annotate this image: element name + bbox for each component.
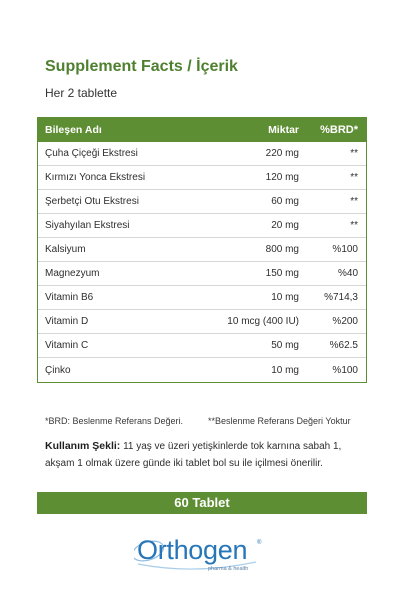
ingredient-brd: ** [350, 148, 358, 159]
ingredient-brd: %40 [337, 268, 358, 279]
ingredient-name: Vitamin B6 [45, 292, 94, 303]
ingredient-amount: 150 mg [265, 268, 299, 279]
ingredient-name: Kırmızı Yonca Ekstresi [45, 172, 146, 183]
ingredient-amount: 800 mg [265, 244, 299, 255]
ingredient-brd: ** [350, 220, 358, 231]
table-row [38, 358, 366, 382]
page-title: Supplement Facts / İçerik [45, 58, 238, 75]
table-row [38, 334, 366, 358]
ingredient-name: Siyahyılan Ekstresi [45, 220, 130, 231]
ingredient-amount: 10 mcg (400 IU) [227, 316, 299, 327]
usage-line-1 [45, 438, 341, 455]
serving-size: Her 2 tablette [45, 86, 118, 100]
header-brd: %BRD* [320, 124, 358, 136]
logo-tagline: pharma & health [208, 566, 249, 572]
ingredient-brd: %200 [332, 316, 358, 327]
table-row [38, 286, 366, 310]
usage-instructions [45, 438, 341, 472]
tablet-count-bar [37, 492, 367, 514]
ingredient-brd: %100 [332, 364, 358, 376]
ingredient-name: Çuha Çiçeği Ekstresi [45, 148, 138, 159]
usage-line-2 [45, 455, 341, 472]
table-row [38, 310, 366, 334]
orthogen-logo [134, 531, 268, 577]
table-header [38, 118, 366, 142]
ingredient-brd: %100 [332, 244, 358, 255]
ingredient-name: Vitamin D [45, 316, 89, 327]
registered-mark: ® [257, 540, 262, 546]
table-row [38, 166, 366, 190]
usage-label: Kullanım Şekli: [45, 440, 121, 452]
ingredient-amount: 20 mg [271, 220, 299, 231]
tablet-count-label: 60 Tablet [174, 495, 230, 510]
ingredient-amount: 10 mg [271, 364, 299, 376]
ingredient-name: Magnezyum [45, 268, 100, 279]
header-ingredient: Bileşen Adı [45, 124, 102, 136]
ingredient-amount: 50 mg [271, 340, 299, 351]
table-row [38, 142, 366, 166]
ingredient-brd: ** [350, 196, 358, 207]
usage-text-1: 11 yaş ve üzeri yetişkinlerde tok karnına sabah 1, [123, 441, 342, 452]
ingredient-name: Vitamin C [45, 340, 89, 351]
ingredient-amount: 60 mg [271, 196, 299, 207]
footnote-brd: *BRD: Beslenme Referans Değeri. [45, 416, 184, 426]
ingredient-brd: %714,3 [324, 292, 358, 303]
ingredient-brd: ** [350, 172, 358, 183]
table-row [38, 262, 366, 286]
footnote-no-brd: **Beslenme Referans Değeri Yoktur [208, 416, 351, 426]
usage-text-2: akşam 1 olmak üzere günde iki tablet bol su ile içilmesi önerilir. [45, 458, 323, 469]
header-amount: Miktar [268, 124, 299, 136]
table-row [38, 238, 366, 262]
ingredient-amount: 120 mg [265, 172, 299, 183]
ingredient-amount: 220 mg [265, 148, 299, 159]
ingredient-amount: 10 mg [271, 292, 299, 303]
table-row [38, 214, 366, 238]
ingredient-name: Şerbetçi Otu Ekstresi [45, 196, 139, 207]
table-row [38, 190, 366, 214]
logo-wordmark: Orthogen [137, 535, 248, 565]
supplement-facts-table [37, 117, 367, 383]
ingredient-name: Kalsiyum [45, 244, 86, 255]
ingredient-name: Çinko [45, 364, 71, 376]
ingredient-brd: %62.5 [329, 340, 358, 351]
